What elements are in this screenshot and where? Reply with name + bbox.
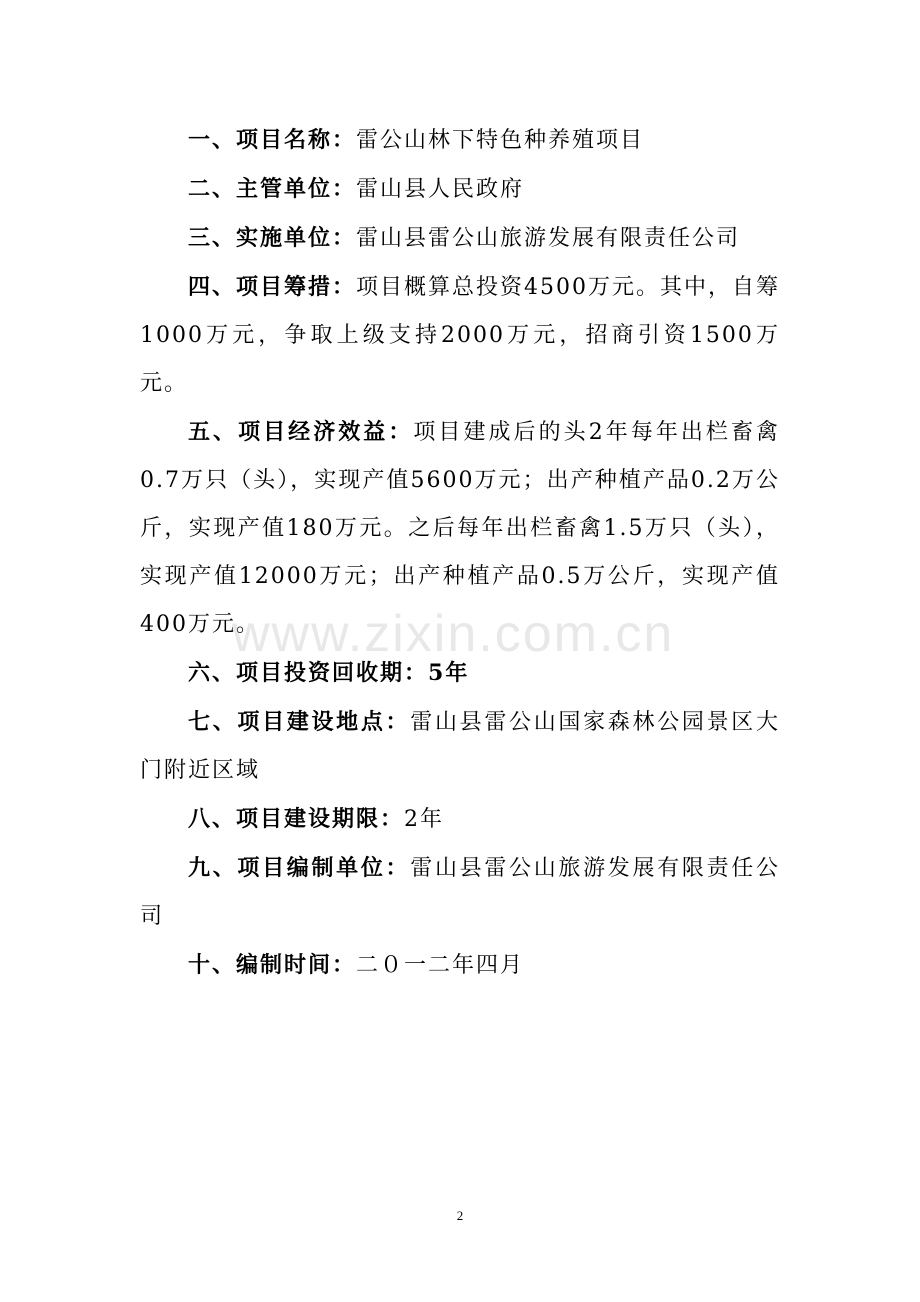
item-text: 2年 (404, 807, 445, 832)
item-project-name (140, 116, 780, 165)
item-text: 二０一二年四月 (356, 953, 525, 978)
item-label: 十、编制时间： (188, 952, 357, 978)
item-text: 5年 (428, 660, 470, 686)
item-text: 雷山县雷公山旅游发展有限责任公司 (356, 226, 741, 251)
item-location (140, 698, 780, 795)
item-implementing-unit (140, 214, 780, 263)
item-text: 雷山县雷公山国家森林公园景区大门附近区域 (140, 710, 780, 783)
document-body (140, 116, 780, 990)
item-label: 八、项目建设期限： (188, 806, 405, 832)
item-text: 雷山县雷公山旅游发展有限责任公司 (140, 856, 780, 929)
page-number: 2 (456, 1208, 464, 1223)
item-text: 雷公山林下特色种养殖项目 (356, 128, 645, 153)
item-funding (140, 263, 780, 408)
item-text: 项目概算总投资4500万元。其中，自筹1000万元，争取上级支持2000万元，招商引资1500万元。 (140, 275, 781, 396)
item-label: 四、项目筹措： (188, 274, 357, 300)
item-label: 七、项目建设地点： (188, 709, 411, 735)
item-label: 六、项目投资回收期： (188, 660, 429, 686)
item-label: 三、实施单位： (188, 225, 357, 251)
watermark: www.zixin.com.cn (232, 605, 675, 663)
item-text: 项目建成后的头2年每年出栏畜禽0.7万只（头），实现产值5600万元；出产种植产品0.2万公斤，实现产值180万元。之后每年出栏畜禽1.5万只（头），实现产值12000万元；出产种植产品0.5万公斤，实现产值400万元。 (140, 420, 780, 637)
item-label: 五、项目经济效益： (188, 419, 414, 445)
item-text: 雷山县人民政府 (356, 177, 525, 202)
item-label: 一、项目名称： (188, 127, 357, 153)
item-compile-date (140, 941, 780, 990)
item-construction-period (140, 795, 780, 844)
item-compiling-unit (140, 844, 780, 941)
item-label: 二、主管单位： (188, 176, 357, 202)
item-label: 九、项目编制单位： (188, 855, 411, 881)
item-supervising-unit (140, 165, 780, 214)
